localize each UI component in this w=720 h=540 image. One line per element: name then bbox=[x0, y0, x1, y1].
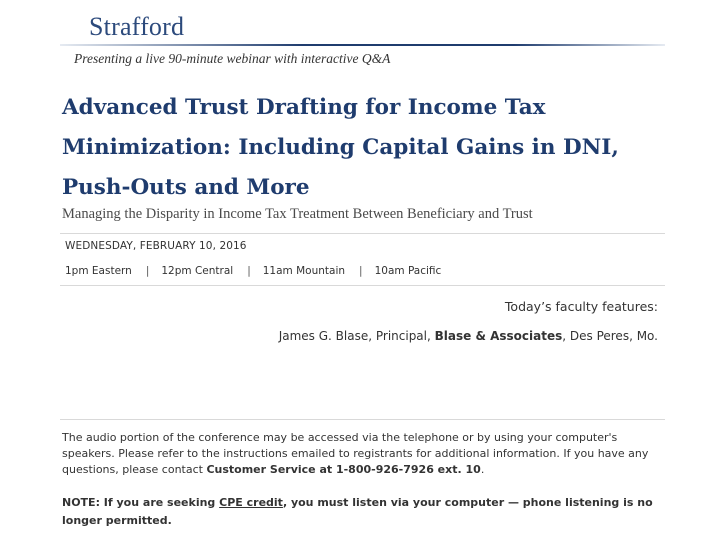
time-zones bbox=[65, 265, 441, 277]
audio-text: The audio portion of the conference may be accessed via the telephone or by using your computer's speakers. Please refer to the instructions emailed to registrants for additional information. If you have any questions, please contact bbox=[62, 431, 649, 476]
divider bbox=[60, 419, 665, 420]
time-mountain: 11am Mountain bbox=[262, 265, 346, 277]
webinar-title: Advanced Trust Drafting for Income Tax Minimization: Including Capital Gains in DNI, Push-Outs and More bbox=[62, 95, 619, 200]
time-separator: | bbox=[247, 265, 251, 277]
faculty-firm: Blase & Associates bbox=[434, 329, 563, 343]
divider bbox=[60, 285, 665, 286]
note-suffix: , you must listen via your computer — phone listening is no longer permitted. bbox=[62, 496, 653, 527]
faculty-location: , Des Peres, Mo. bbox=[562, 329, 658, 343]
webinar-subtitle: Managing the Disparity in Income Tax Treatment Between Beneficiary and Trust bbox=[62, 206, 533, 222]
audio-instructions bbox=[62, 430, 662, 478]
tagline: Presenting a live 90-minute webinar with interactive Q&A bbox=[74, 51, 391, 66]
time-pacific: 10am Pacific bbox=[374, 265, 442, 277]
webinar-date: WEDNESDAY, FEBRUARY 10, 2016 bbox=[65, 240, 247, 252]
note-prefix: NOTE: If you are seeking bbox=[62, 496, 220, 509]
faculty-heading: Today’s faculty features: bbox=[504, 299, 658, 314]
time-central: 12pm Central bbox=[161, 265, 234, 277]
time-separator: | bbox=[359, 265, 363, 277]
header-divider bbox=[60, 44, 665, 46]
cpe-note bbox=[62, 494, 662, 530]
audio-end: . bbox=[480, 463, 485, 476]
faculty-name-role: James G. Blase, Principal, bbox=[278, 329, 435, 343]
divider bbox=[60, 233, 665, 234]
time-separator: | bbox=[145, 265, 150, 277]
time-eastern: 1pm Eastern bbox=[65, 265, 132, 277]
customer-service-contact: Customer Service at 1-800-926-7926 ext. 10 bbox=[206, 463, 481, 476]
cpe-credit-link[interactable]: CPE credit bbox=[219, 496, 283, 509]
strafford-logo: Strafford bbox=[89, 12, 185, 41]
faculty-member bbox=[279, 329, 658, 343]
